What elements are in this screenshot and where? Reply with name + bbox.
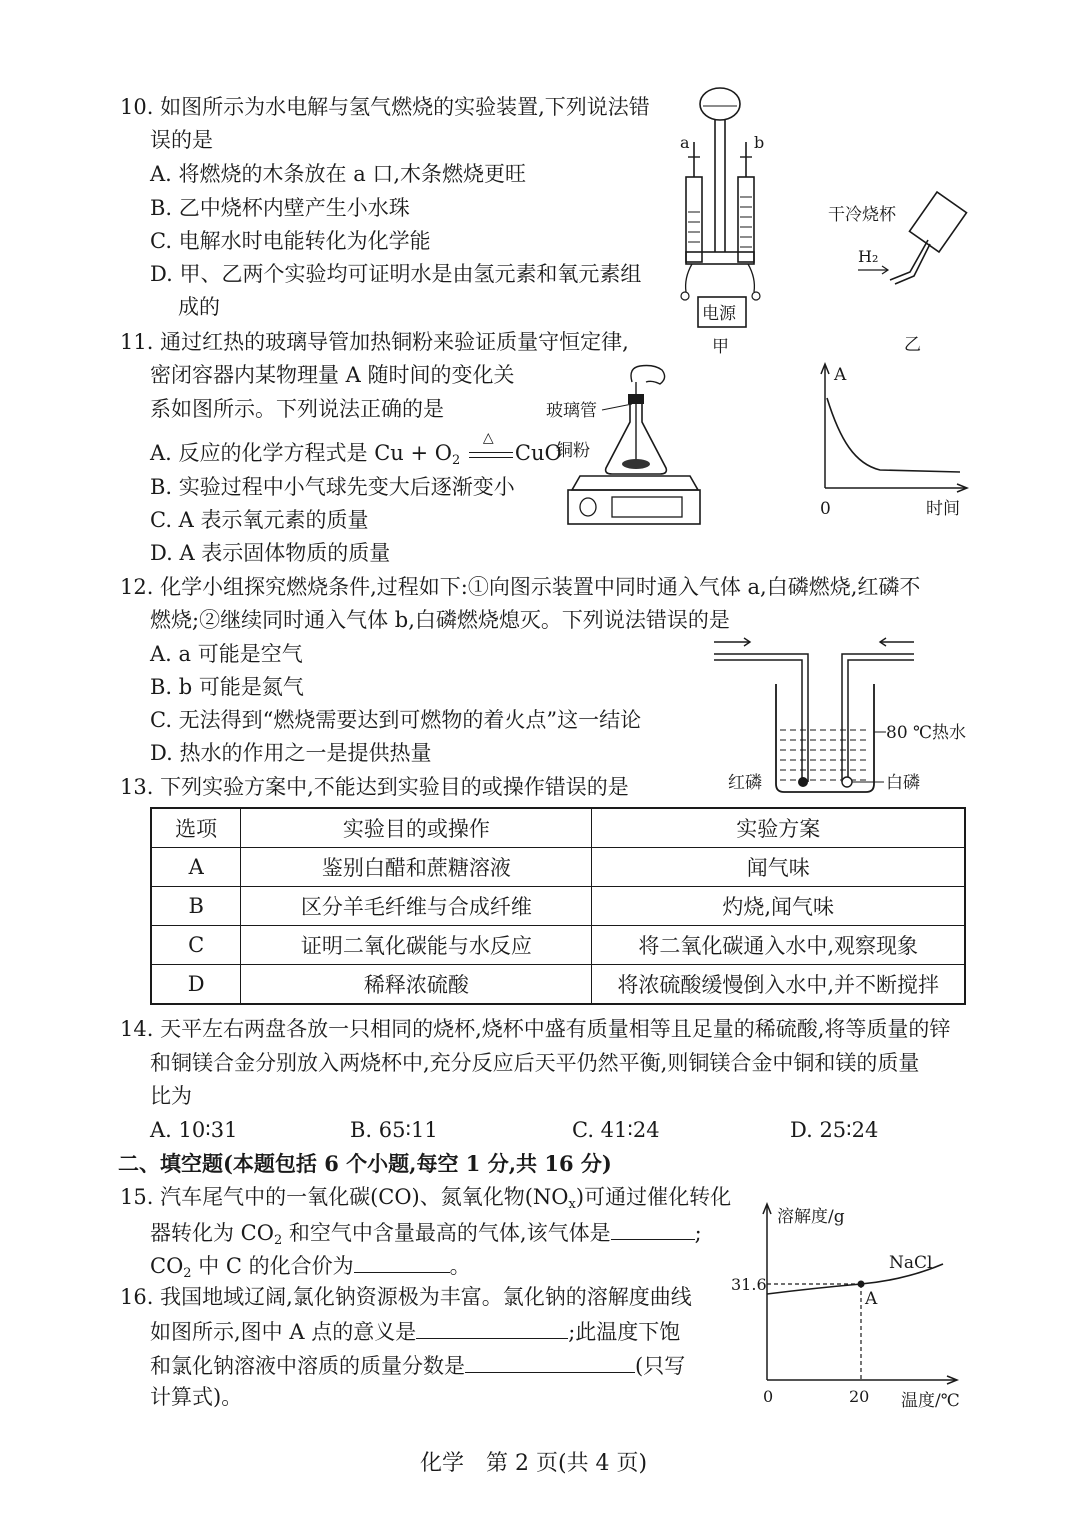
nacl-curve-label: NaCl — [889, 1253, 933, 1273]
answer-blank-gas[interactable] — [611, 1219, 695, 1240]
answer-blank-valence[interactable] — [354, 1252, 450, 1273]
q11-option-d: D. A 表示固体物质的质量 — [150, 541, 391, 565]
y-tick-31-6: 31.6 — [731, 1275, 767, 1294]
flask-balance-figure — [540, 360, 710, 530]
table-cell: 将二氧化碳通入水中,观察现象 — [592, 926, 965, 965]
q12-option-a: A. a 可能是空气 — [150, 642, 303, 666]
q12-stem-line2: 燃烧;②继续同时通入气体 b,白磷燃烧熄灭。下列说法错误的是 — [150, 608, 730, 632]
q14-stem-line3: 比为 — [150, 1084, 192, 1108]
label-b: b — [754, 133, 765, 152]
copper-powder-label: 铜粉 — [556, 441, 590, 461]
electrolysis-apparatus-figure — [670, 82, 780, 362]
table-cell: A — [151, 848, 241, 887]
red-phosphorus-label: 红磷 — [728, 773, 762, 793]
table-cell: 将浓硫酸缓慢倒入水中,并不断搅拌 — [592, 965, 965, 1005]
q16-line2: 如图所示,图中 A 点的意义是 ;此温度下饱 — [150, 1320, 681, 1344]
reaction-arrow: △ — [469, 447, 513, 463]
q10-stem-line1: 10. 如图所示为水电解与氢气燃烧的实验装置,下列说法错 — [120, 95, 650, 119]
graph-a-curve — [827, 398, 960, 472]
solubility-origin: 0 — [763, 1387, 774, 1406]
table-cell: 稀释浓硫酸 — [241, 965, 592, 1005]
q11-option-a: A. 反应的化学方程式是 $Cu + O_2$ △ CuO — [150, 429, 562, 468]
q11-option-c: C. A 表示氧元素的质量 — [150, 508, 369, 532]
q14-option-c: C. 41∶24 — [572, 1118, 660, 1142]
q13-stem: 13. 下列实验方案中,不能达到实验目的或操作错误的是 — [120, 775, 629, 799]
table-cell: 鉴别白醋和蔗糖溶液 — [241, 848, 592, 887]
q11-stem-line1: 11. 通过红热的玻璃导管加热铜粉来验证质量守恒定律, — [120, 330, 629, 354]
q11-option-b: B. 实验过程中小气球先变大后逐渐变小 — [150, 475, 515, 499]
x-tick-20: 20 — [849, 1387, 870, 1406]
section-2-heading: 二、填空题(本题包括 6 个小题,每空 1 分,共 16 分) — [118, 1151, 612, 1176]
q12-option-b: B. b 可能是氮气 — [150, 675, 304, 699]
q13-table — [150, 807, 966, 1005]
point-a-marker — [858, 1281, 865, 1288]
q11-stem-line3: 系如图所示。下列说法正确的是 — [150, 397, 444, 421]
label-jia: 甲 — [712, 337, 729, 357]
table-cell: D — [151, 965, 241, 1005]
table-header-cell: 选项 — [151, 808, 241, 848]
solubility-graph — [731, 1200, 970, 1411]
q10-option-a: A. 将燃烧的木条放在 a 口,木条燃烧更旺 — [150, 162, 527, 186]
dry-beaker-label: 干冷烧杯 — [828, 205, 896, 225]
q14-option-d: D. 25∶24 — [790, 1118, 879, 1142]
q14-stem-line1: 14. 天平左右两盘各放一只相同的烧杯,烧杯中盛有质量相等且足量的稀硫酸,将等质量的锌 — [120, 1017, 951, 1041]
q14-option-b: B. 65∶11 — [350, 1118, 438, 1142]
q15-line2: 器转化为 $CO_2$ 和空气中含量最高的气体,该气体是 ; — [150, 1221, 702, 1248]
table-row — [151, 965, 965, 1005]
q14-option-a: A. 10∶31 — [150, 1118, 238, 1142]
q10-option-d-cont: 成的 — [178, 295, 220, 319]
table-row — [151, 887, 965, 926]
glass-tube-label: 玻璃管 — [546, 401, 597, 421]
table-cell: 区分羊毛纤维与合成纤维 — [241, 887, 592, 926]
graph-a-ylabel: A — [834, 365, 847, 385]
q11-stem-line2: 密闭容器内某物理量 A 随时间的变化关 — [150, 363, 515, 387]
table-row — [151, 848, 965, 887]
label-a: a — [680, 133, 690, 152]
h2-label: H₂ — [858, 247, 879, 266]
q12-option-d: D. 热水的作用之一是提供热量 — [150, 741, 432, 765]
q15-line1: 15. 汽车尾气中的一氧化碳(CO)、氮氧化物$(NO_x)$可通过催化转化 — [120, 1185, 732, 1212]
q16-line3: 和氯化钠溶液中溶质的质量分数是 (只写 — [150, 1354, 686, 1378]
solubility-xlabel: 温度/℃ — [901, 1391, 960, 1411]
table-row — [151, 926, 965, 965]
combustion-beaker-figure — [710, 632, 980, 802]
q12-option-c: C. 无法得到“燃烧需要达到可燃物的着火点”这一结论 — [150, 708, 642, 732]
answer-blank-mass-fraction[interactable] — [465, 1352, 635, 1373]
q10-stem-line2: 误的是 — [150, 128, 213, 152]
graph-a-xlabel: 时间 — [926, 499, 960, 519]
power-source-label: 电源 — [702, 304, 736, 324]
point-a-label: A — [865, 1289, 878, 1309]
solubility-ylabel: 溶解度/g — [777, 1207, 845, 1227]
q11-graph — [800, 360, 980, 530]
table-cell: B — [151, 887, 241, 926]
q15-line3: $CO_2$ 中 C 的化合价为 。 — [150, 1254, 471, 1281]
table-header-cell: 实验目的或操作 — [241, 808, 592, 848]
table-header-row — [151, 808, 965, 848]
q12-stem-line1: 12. 化学小组探究燃烧条件,过程如下:①向图示装置中同时通入气体 a,白磷燃烧,红磷不 — [120, 575, 921, 599]
graph-a-origin: 0 — [820, 499, 831, 519]
q16-line4: 计算式)。 — [150, 1385, 243, 1409]
table-header-cell: 实验方案 — [592, 808, 965, 848]
q14-stem-line2: 和铜镁合金分别放入两烧杯中,充分反应后天平仍然平衡,则铜镁合金中铜和镁的质量 — [150, 1051, 920, 1075]
table-cell: C — [151, 926, 241, 965]
label-yi: 乙 — [904, 335, 921, 355]
table-cell: 灼烧,闻气味 — [592, 887, 965, 926]
answer-blank-point-meaning[interactable] — [416, 1318, 568, 1339]
q10-option-b: B. 乙中烧杯内壁产生小水珠 — [150, 196, 410, 220]
white-phosphorus-label: 白磷 — [886, 773, 920, 793]
q16-line1: 16. 我国地域辽阔,氯化钠资源极为丰富。氯化钠的溶解度曲线 — [120, 1285, 692, 1309]
table-cell: 证明二氧化碳能与水反应 — [241, 926, 592, 965]
q10-option-c: C. 电解水时电能转化为化学能 — [150, 229, 431, 253]
page-footer: 化学 第 2 页(共 4 页) — [420, 1451, 648, 1476]
hydrogen-burning-figure — [820, 180, 980, 360]
q10-option-d: D. 甲、乙两个实验均可证明水是由氢元素和氧元素组 — [150, 262, 642, 286]
table-cell: 闻气味 — [592, 848, 965, 887]
hot-water-label: 80 ℃热水 — [886, 723, 967, 743]
